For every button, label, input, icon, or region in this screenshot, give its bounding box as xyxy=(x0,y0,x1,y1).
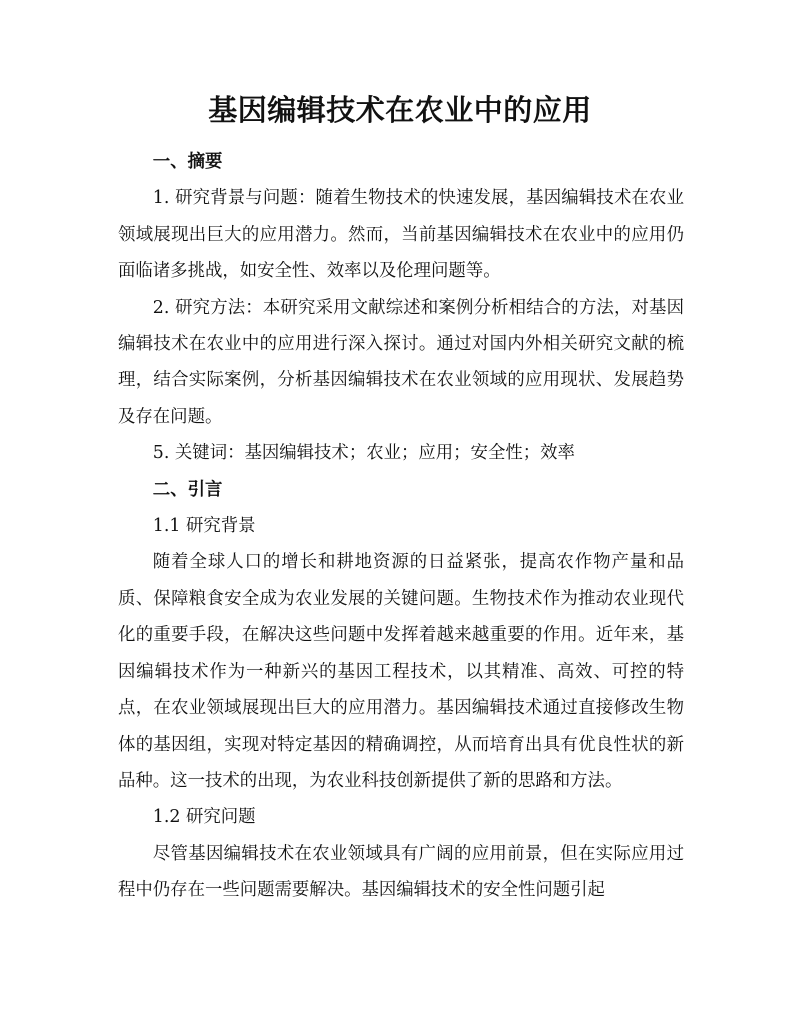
research-background-paragraph: 随着全球人口的增长和耕地资源的日益紧张，提高农作物产量和品质、保障粮食安全成为农业发展的关键问题。生物技术作为推动农业现代化的重要手段，在解决这些问题中发挥着越来越重要的作用。近年来，基因编辑技术作为一种新兴的基因工程技术，以其精准、高效、可控的特点，在农业领域展现出巨大的应用潜力。基因编辑技术通过直接修改生物体的基因组，实现对特定基因的精确调控，从而培育出具有优良性状的新品种。这一技术的出现，为农业科技创新提供了新的思路和方法。 xyxy=(118,552,684,791)
introduction-heading: 二、引言 xyxy=(152,479,223,500)
abstract-background-paragraph: 1. 研究背景与问题：随着生物技术的快速发展，基因编辑技术在农业领域展现出巨大的应用潜力。然而，当前基因编辑技术在农业中的应用仍面临诸多挑战，如安全性、效率以及伦理问题等。 xyxy=(118,188,684,282)
abstract-method-paragraph: 2. 研究方法：本研究采用文献综述和案例分析相结合的方法，对基因编辑技术在农业中的应用进行深入探讨。通过对国内外相关研究文献的梳理，结合实际案例，分析基因编辑技术在农业领域的应用现状、发展趋势及存在问题。 xyxy=(118,297,684,427)
document-body xyxy=(118,144,684,909)
research-question-heading: 1.2 研究问题 xyxy=(152,807,256,828)
research-question-paragraph: 尽管基因编辑技术在农业领域具有广阔的应用前景，但在实际应用过程中仍存在一些问题需要解决。基因编辑技术的安全性问题引起 xyxy=(118,843,684,901)
research-background-heading: 1.1 研究背景 xyxy=(152,516,256,537)
document-title: 基因编辑技术在农业中的应用 xyxy=(208,93,592,127)
abstract-heading: 一、摘要 xyxy=(152,152,223,172)
abstract-keywords-paragraph: 5. 关键词：基因编辑技术；农业；应用；安全性；效率 xyxy=(152,443,575,464)
